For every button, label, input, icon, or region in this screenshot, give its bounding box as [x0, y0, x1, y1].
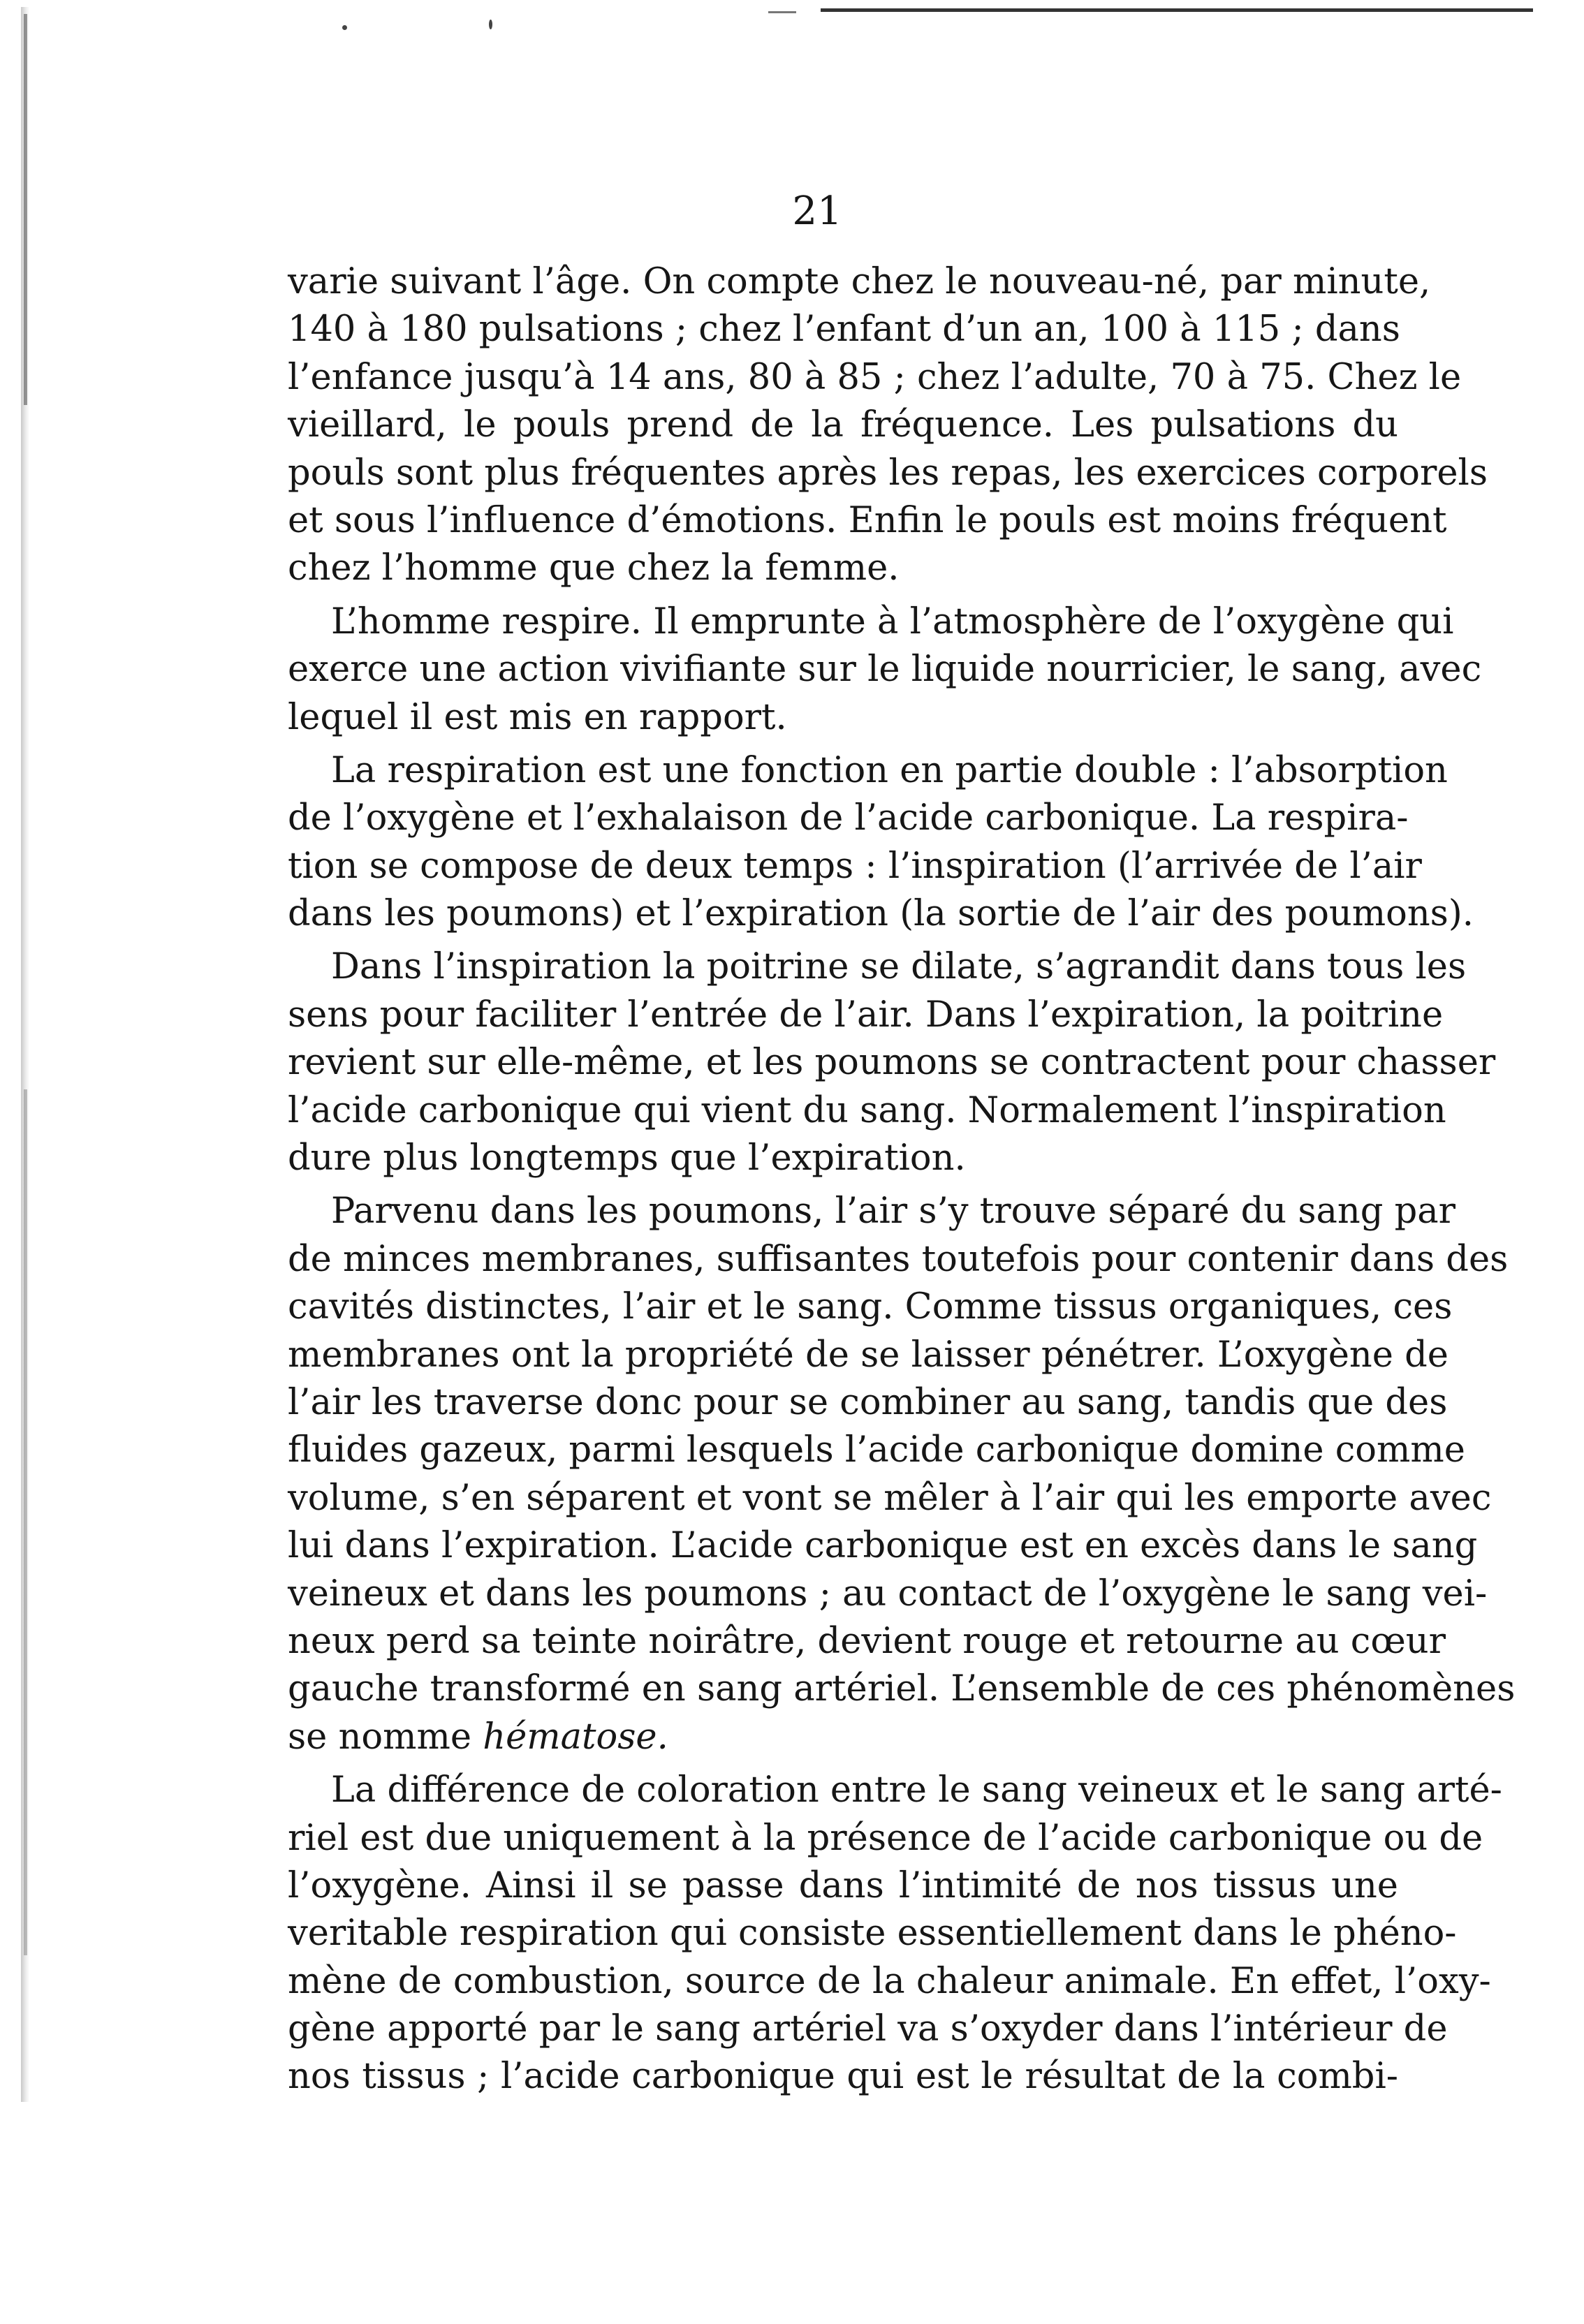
text-line: gauche transformé en sang artériel. L’ensemble de ces phénomènes	[288, 1668, 1516, 1710]
text-line: 140 à 180 pulsations ; chez l’enfant d’un an, 100 à 115 ; dans	[288, 309, 1400, 351]
text-line: La respiration est une fonction en partie double : l’absorption	[331, 749, 1448, 791]
text-line: de l’oxygène et l’exhalaison de l’acide carbonique. La respira-	[288, 797, 1409, 839]
text-line: dans les poumons) et l’expiration (la sortie de l’air des poumons).	[288, 893, 1474, 935]
text-line: l’acide carbonique qui vient du sang. Normalement l’inspiration	[288, 1089, 1446, 1131]
emphasized-term: hématose.	[483, 1716, 668, 1758]
text-line: l’enfance jusqu’à 14 ans, 80 à 85 ; chez l’adulte, 70 à 75. Chez le	[288, 356, 1462, 398]
text-line: lequel il est mis en rapport.	[288, 696, 787, 738]
text-line: dure plus longtemps que l’expiration.	[288, 1138, 966, 1179]
text-line: revient sur elle-même, et les poumons se contractent pour chasser	[288, 1042, 1496, 1084]
binding-edge-upper	[24, 14, 27, 405]
text-line: veineux et dans les poumons ; au contact de l’oxygène le sang vei-	[288, 1573, 1488, 1615]
text-line: neux perd sa teinte noirâtre, devient rouge et retourne au cœur	[288, 1620, 1446, 1662]
text-line: exerce une action vivifiante sur le liquide nourricier, le sang, avec	[288, 649, 1482, 691]
text-line: veritable respiration qui consiste essentiellement dans le phéno-	[288, 1913, 1457, 1955]
text-line: et sous l’influence d’émotions. Enfin le pouls est moins fréquent	[288, 499, 1447, 541]
text-line: Parvenu dans les poumons, l’air s’y trouve séparé du sang par	[331, 1191, 1456, 1233]
page-number: 21	[792, 189, 842, 234]
text-line: varie suivant l’âge. On compte chez le nouveau-né, par minute,	[288, 261, 1431, 302]
text-line: tion se compose de deux temps : l’inspiration (l’arrivée de l’air	[288, 845, 1422, 887]
text-line: l’air les traverse donc pour se combiner au sang, tandis que des	[288, 1381, 1448, 1423]
text-line: riel est due uniquement à la présence de l’acide carbonique ou de	[288, 1817, 1483, 1859]
text-line: L’homme respire. Il emprunte à l’atmosphère de l’oxygène qui	[331, 601, 1454, 642]
scan-speck	[489, 20, 492, 29]
text-line: lui dans l’expiration. L’acide carbonique est en excès dans le sang	[288, 1525, 1478, 1567]
top-edge-rule-fragment	[768, 11, 796, 13]
binding-edge-lower	[24, 1089, 27, 1955]
text-line-prefix: se nomme	[288, 1716, 483, 1758]
text-line	[288, 1714, 1398, 1761]
scan-speck	[342, 25, 347, 30]
text-line: pouls sont plus fréquentes après les repas, les exercices corporels	[288, 452, 1488, 494]
text-line: volume, s’en séparent et vont se mêler à l’air qui les emporte avec	[288, 1477, 1492, 1519]
text-line: l’oxygène. Ainsi il se passe dans l’intimité de nos tissus une	[288, 1865, 1398, 1906]
text-line: nos tissus ; l’acide carbonique qui est le résultat de la combi-	[288, 2056, 1398, 2098]
text-line: vieillard, le pouls prend de la fréquence. Les pulsations du	[288, 404, 1398, 446]
text-line: chez l’homme que chez la femme.	[288, 547, 900, 589]
text-line: La différence de coloration entre le sang veineux et le sang arté-	[331, 1770, 1502, 1811]
text-line: mène de combustion, source de la chaleur animale. En effet, l’oxy-	[288, 1960, 1491, 2002]
text-line: membranes ont la propriété de se laisser pénétrer. L’oxygène de	[288, 1334, 1449, 1376]
top-edge-rule	[821, 8, 1533, 12]
text-line: cavités distinctes, l’air et le sang. Comme tissus organiques, ces	[288, 1286, 1453, 1328]
text-line: sens pour faciliter l’entrée de l’air. Dans l’expiration, la poitrine	[288, 994, 1444, 1036]
body-text	[288, 258, 1516, 2101]
text-line: Dans l’inspiration la poitrine se dilate, s’agrandit dans tous les	[331, 946, 1467, 988]
text-line: fluides gazeux, parmi lesquels l’acide carbonique domine comme	[288, 1429, 1465, 1471]
text-line: de minces membranes, suffisantes toutefois pour contenir dans des	[288, 1238, 1509, 1280]
text-line: gène apporté par le sang artériel va s’oxyder dans l’intérieur de	[288, 2008, 1448, 2050]
